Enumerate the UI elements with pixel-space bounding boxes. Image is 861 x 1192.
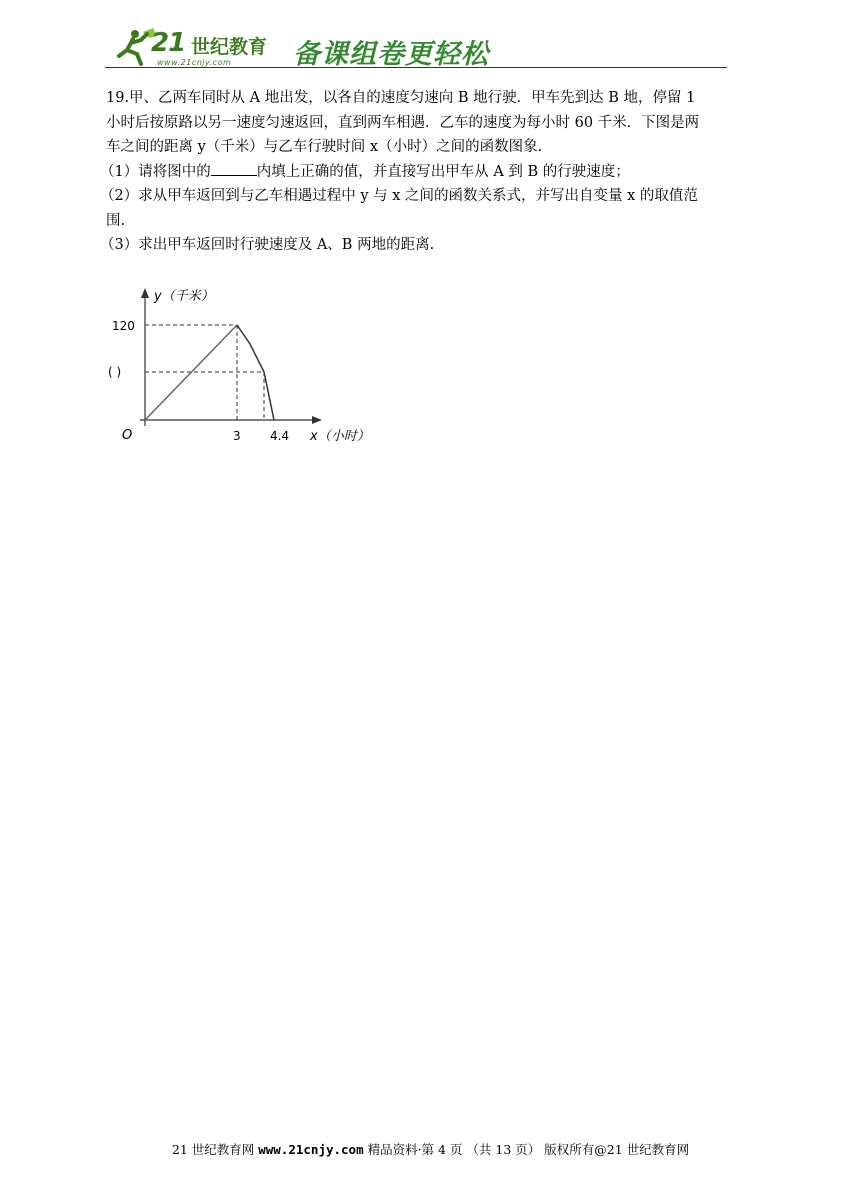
question-intro-line: 19.甲、乙两车同时从 A 地出发，以各自的速度匀速向 B 地行驶．甲车先到达 B 地，停留 1 — [106, 90, 696, 106]
origin-label: O — [122, 428, 133, 443]
page-footer — [0, 1140, 861, 1158]
part-1-text-b: 内填上正确的值，并直接写出甲车从 A 到 B 的行驶速度； — [256, 163, 630, 180]
question-block — [100, 86, 758, 258]
part-1-text-a: （1）请将图中的 — [100, 163, 211, 180]
footer-left: 21 世纪教育网 — [171, 1142, 259, 1157]
page-header — [105, 20, 727, 72]
graph-segment-fall — [237, 325, 274, 420]
logo-number: 21 — [151, 28, 186, 58]
question-intro-line: 车之间的距离 y（千米）与乙车行驶时间 x（小时）之间的函数图象. — [106, 139, 543, 155]
x-axis-arrow-icon — [312, 416, 322, 424]
x-tick-4.4: 4.4 — [270, 429, 290, 443]
footer-right: 精品资料·第 4 页 （共 13 页） 版权所有@21 世纪教育网 — [363, 1142, 690, 1157]
y-axis-label: y（千米） — [154, 289, 214, 304]
question-part-2-cont: 围. — [106, 212, 126, 229]
x-axis-label: x（小时） — [310, 429, 370, 444]
header-slogan: 备课组卷更轻松 — [293, 39, 489, 70]
answer-blank — [211, 161, 257, 176]
y-tick-blank: ( ) — [108, 365, 122, 379]
y-tick-120: 120 — [112, 319, 135, 333]
logo-url: www.21cnjy.com — [157, 58, 232, 67]
header-divider — [105, 67, 727, 68]
y-axis-arrow-icon — [141, 288, 149, 298]
logo-text: 世纪教育 — [191, 36, 268, 58]
question-part-3: （3）求出甲车返回时行驶速度及 A、B 两地的距离. — [100, 237, 435, 253]
x-tick-3: 3 — [233, 429, 241, 443]
question-part-1 — [100, 160, 758, 185]
function-graph — [100, 278, 400, 453]
question-part-2: （2）求从甲车返回到与乙车相遇过程中 y 与 x 之间的函数关系式，并写出自变量 x 的取值范 — [100, 188, 698, 204]
question-intro-line: 小时后按原路以另一速度匀速返回，直到两车相遇．乙车的速度为每小时 60 千米．下图是两 — [106, 114, 700, 131]
footer-url[interactable]: www.21cnjy.com — [258, 1142, 364, 1157]
